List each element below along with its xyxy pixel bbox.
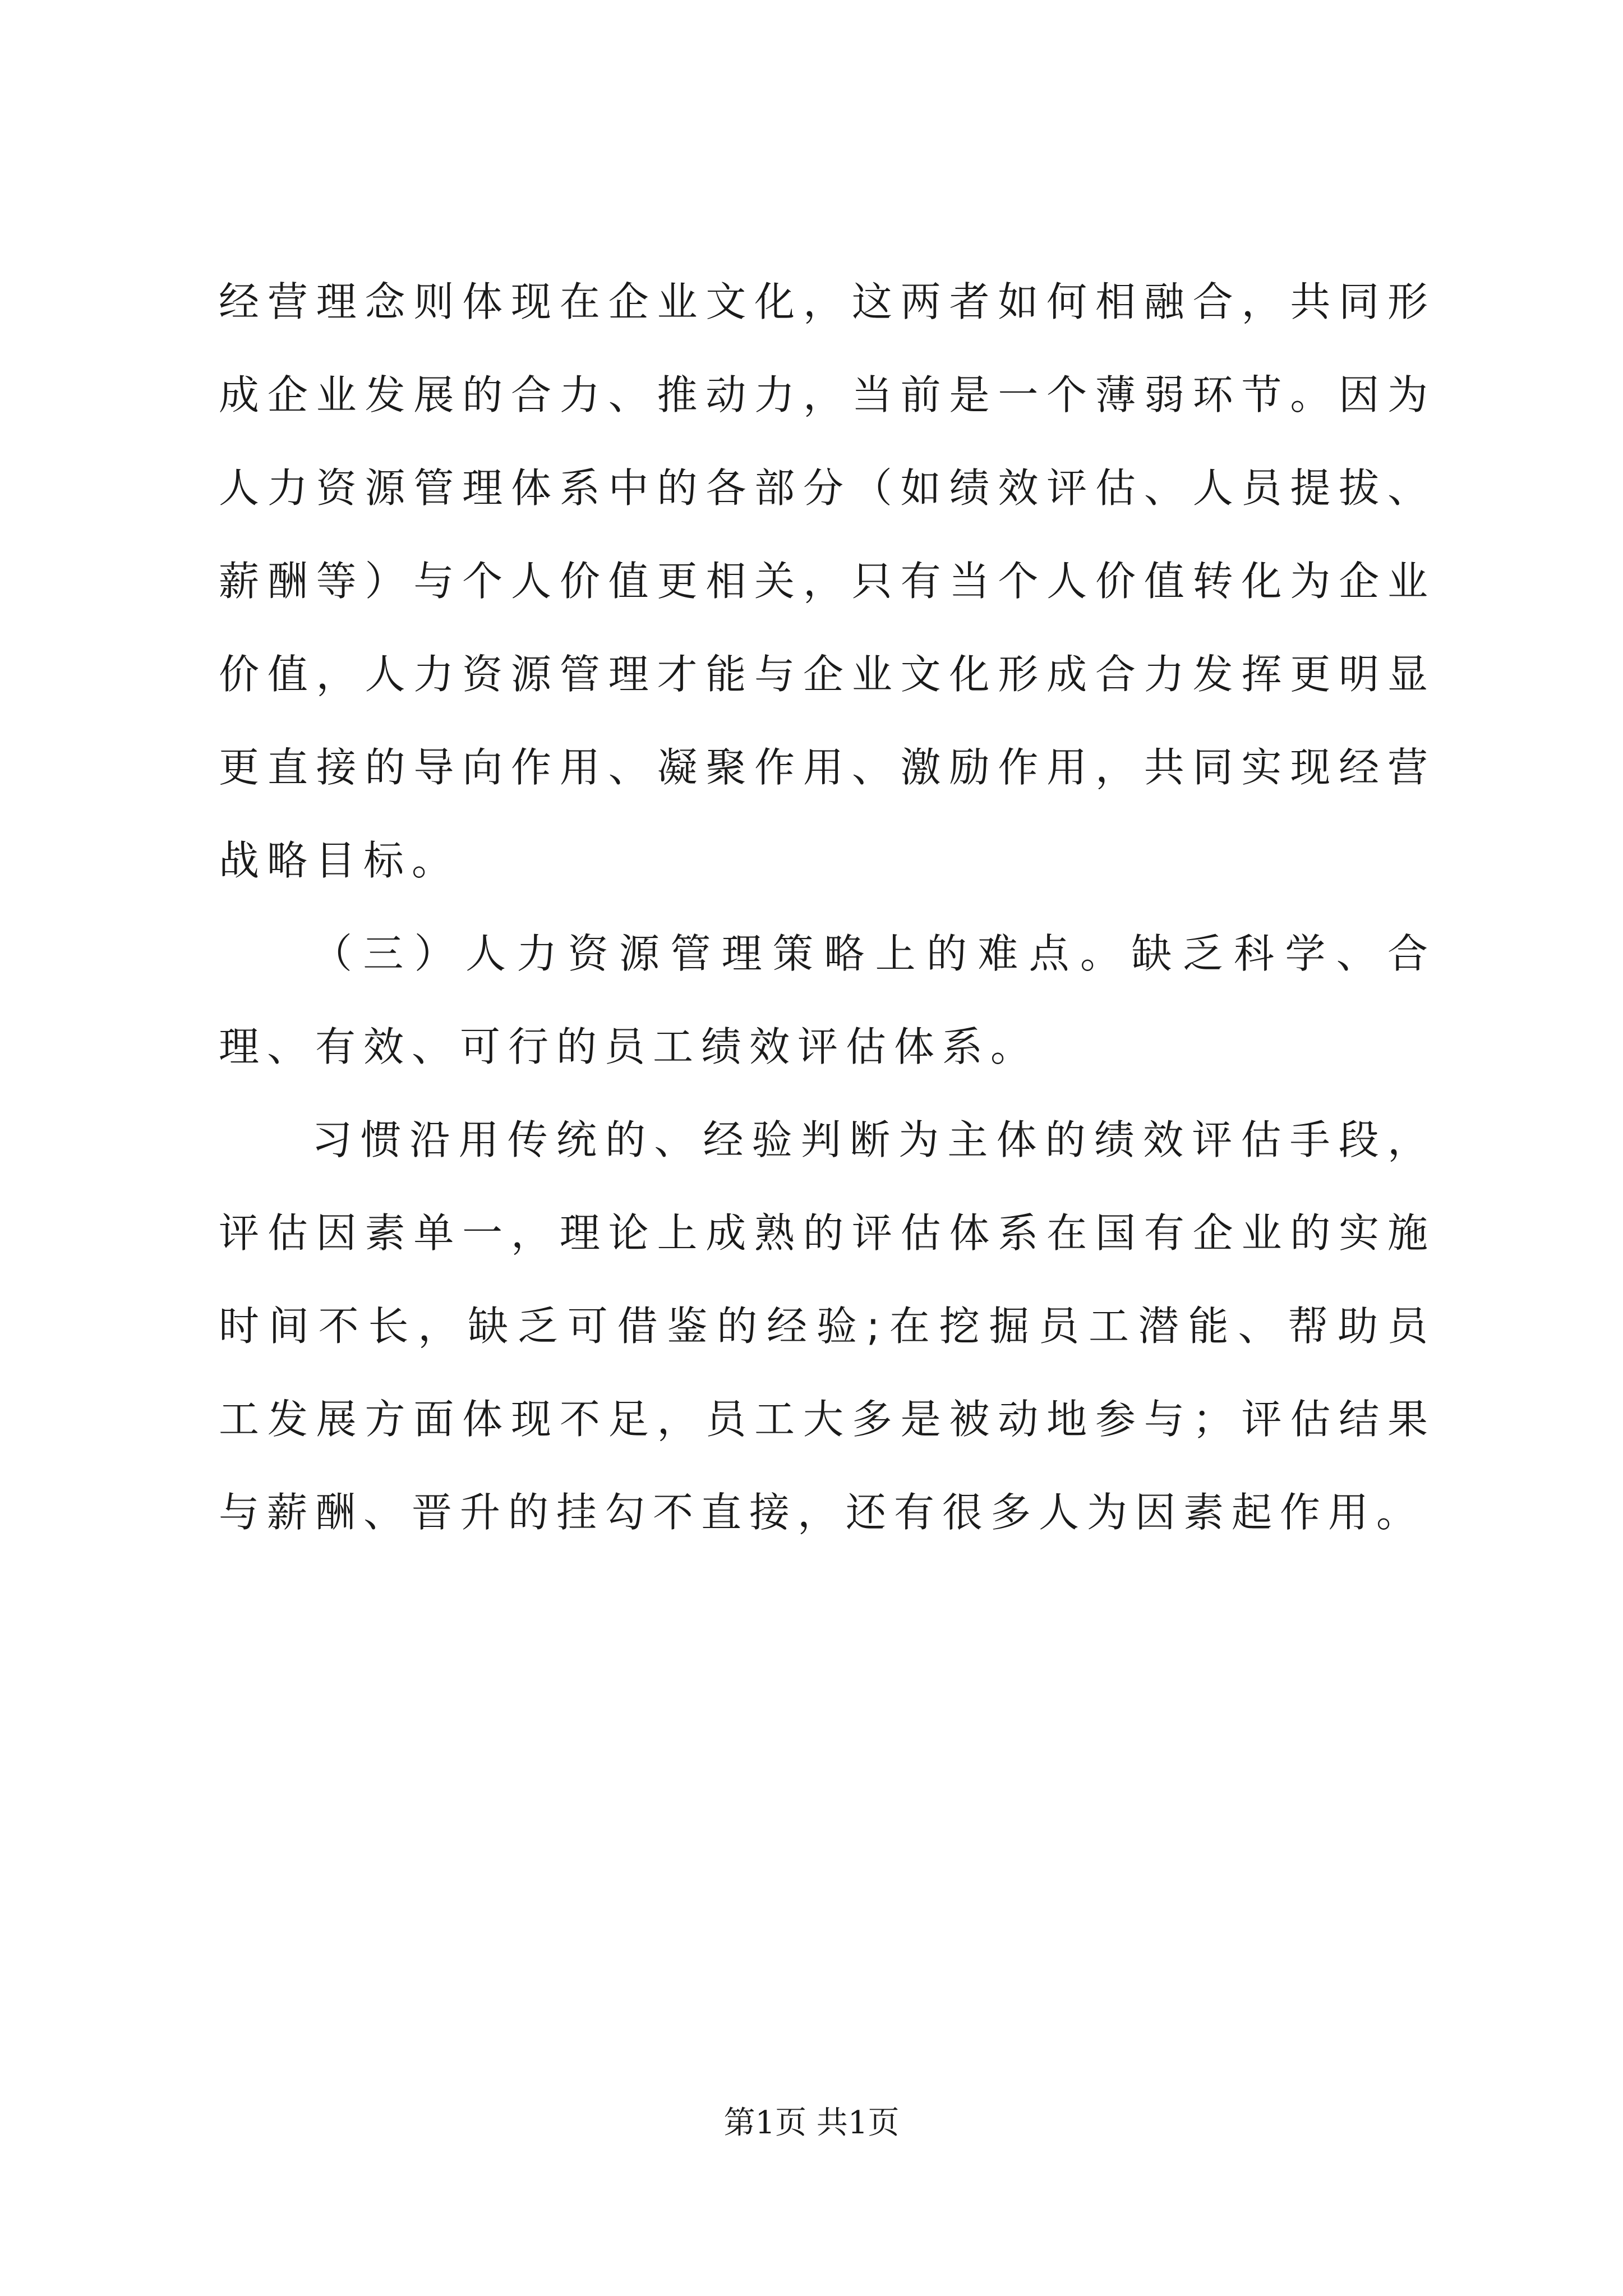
page-number-footer: 第1页 共1页 (723, 2105, 900, 2141)
paragraph-section-three: （三）人力资源管理策略上的难点。缺乏科学、合理、有效、可行的员工绩效评估体系。 (219, 930, 1436, 1070)
document-body (219, 255, 1436, 1559)
paragraph-evaluation-issues: 习惯沿用传统的、经验判断为主体的绩效评估手段，评估因素单一，理论上成熟的评估体系在国有企业的实施时间不长，缺乏可借鉴的经验;在挖掘员工潜能、帮助员工发展方面体现不足，员工大多是被动地参与；评估结果与薪酬、晋升的挂勾不直接，还有很多人为因素起作用。 (219, 1116, 1436, 1536)
paragraph-continuation: 经营理念则体现在企业文化，这两者如何相融合，共同形成企业发展的合力、推动力，当前是一个薄弱环节。因为人力资源管理体系中的各部分（如绩效评估、人员提拔、薪酬等）与个人价值更相关，只有当个人价值转化为企业价值，人力资源管理才能与企业文化形成合力发挥更明显更直接的导向作用、凝聚作用、激励作用，共同实现经营战略目标。 (219, 278, 1436, 884)
